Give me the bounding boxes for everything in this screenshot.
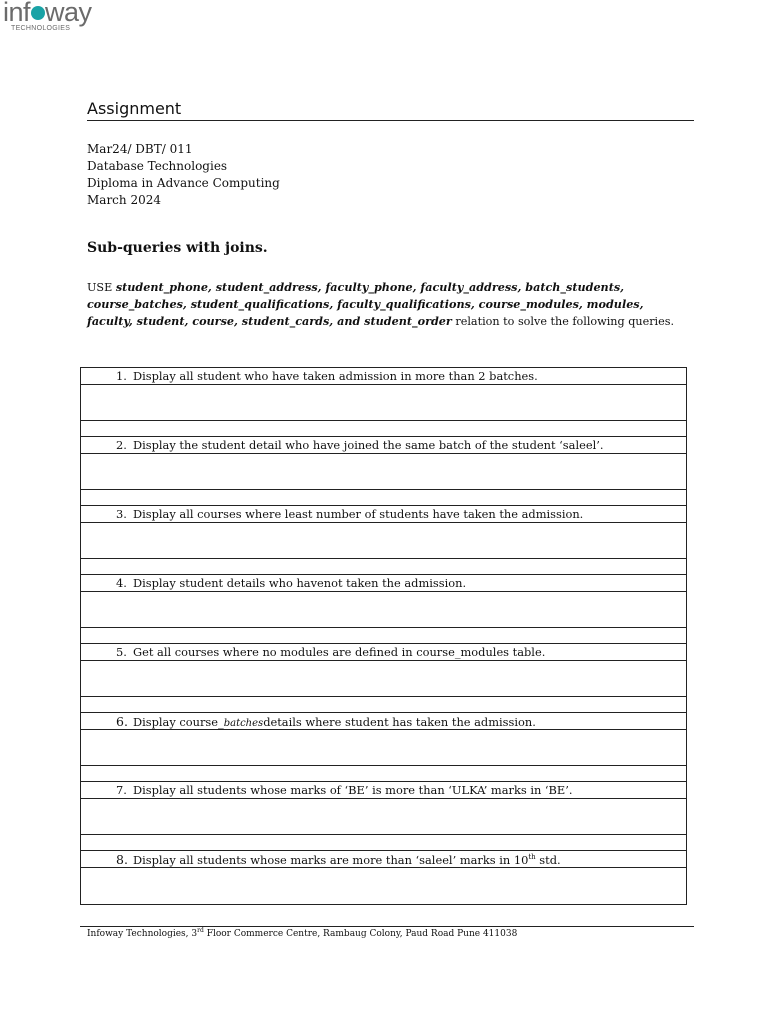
question-text: Display all courses where least number of students have taken the admission. (133, 507, 584, 521)
table-spacer-row (81, 628, 686, 644)
question-row: 8. Display all students whose marks are more than ‘saleel’ marks in 10th std. (81, 851, 686, 868)
document-subject: Database Technologies (87, 159, 228, 173)
table-spacer-row (81, 490, 686, 506)
table-spacer-row (81, 421, 686, 437)
question-text: Display the student detail who have joined the same batch of the student ‘saleel’. (133, 438, 604, 452)
answer-box[interactable] (81, 523, 686, 559)
instructions-paragraph: USE student_phone, student_address, faculty_phone, faculty_address, batch_students, course_batches, student_qualifications, faculty_qualifications, course_modules, modules, faculty, student, course, student_cards, and student_order relation to solve the following queries. (87, 280, 675, 328)
question-row: 5. Get all courses where no modules are defined in course_modules table. (81, 644, 686, 661)
question-row: 3. Display all courses where least number of students have taken the admission. (81, 506, 686, 523)
answer-box[interactable] (81, 661, 686, 697)
table-spacer-row (81, 766, 686, 782)
document-meta (87, 141, 280, 209)
question-row: 6. Display course_batchesdetails where student has taken the admission. (81, 713, 686, 730)
page-title: Assignment (87, 99, 182, 118)
question-text: Display course_batchesdetails where student has taken the admission. (133, 715, 536, 729)
title-divider (87, 120, 694, 121)
question-row: 1. Display all student who have taken admission in more than 2 batches. (81, 368, 686, 385)
company-logo (3, 0, 113, 36)
logo-dot-icon (31, 6, 45, 20)
answer-box[interactable] (81, 385, 686, 421)
answer-box[interactable] (81, 454, 686, 490)
answer-box[interactable] (81, 592, 686, 628)
table-spacer-row (81, 835, 686, 851)
document-program: Diploma in Advance Computing (87, 176, 280, 190)
question-row: 4. Display student details who havenot taken the admission. (81, 575, 686, 592)
answer-box[interactable] (81, 730, 686, 766)
question-row: 2. Display the student detail who have joined the same batch of the student ‘saleel’. (81, 437, 686, 454)
questions-table (80, 367, 687, 905)
section-heading: Sub-queries with joins. (87, 240, 268, 256)
question-text: Display student details who havenot taken the admission. (133, 576, 467, 590)
answer-box[interactable] (81, 799, 686, 835)
question-text: Display all students whose marks of ‘BE’ is more than ‘ULKA’ marks in ‘BE’. (133, 783, 573, 797)
logo-wordmark: inf way (3, 0, 92, 27)
table-spacer-row (81, 559, 686, 575)
answer-box[interactable] (81, 868, 686, 904)
question-text: Display all student who have taken admission in more than 2 batches. (133, 369, 538, 383)
logo-tagline: TECHNOLOGIES (11, 25, 71, 32)
table-spacer-row (81, 697, 686, 713)
question-text: Display all students whose marks are more than ‘saleel’ marks in 10th std. (133, 853, 561, 867)
relations-list: student_phone, student_address, faculty_phone, faculty_address, batch_students, course_batches, student_qualifications, faculty_qualifications, course_modules, modules, faculty, student, course, student_cards, and student_order (87, 280, 644, 328)
document-date: March 2024 (87, 193, 161, 207)
document-code: Mar24/ DBT/ 011 (87, 142, 193, 156)
footer-divider (80, 926, 694, 927)
question-row: 7. Display all students whose marks of ‘BE’ is more than ‘ULKA’ marks in ‘BE’. (81, 782, 686, 799)
footer-address: Infoway Technologies, 3rd Floor Commerce Centre, Rambaug Colony, Paud Road Pune 411038 (87, 927, 518, 939)
question-text: Get all courses where no modules are defined in course_modules table. (133, 645, 546, 659)
